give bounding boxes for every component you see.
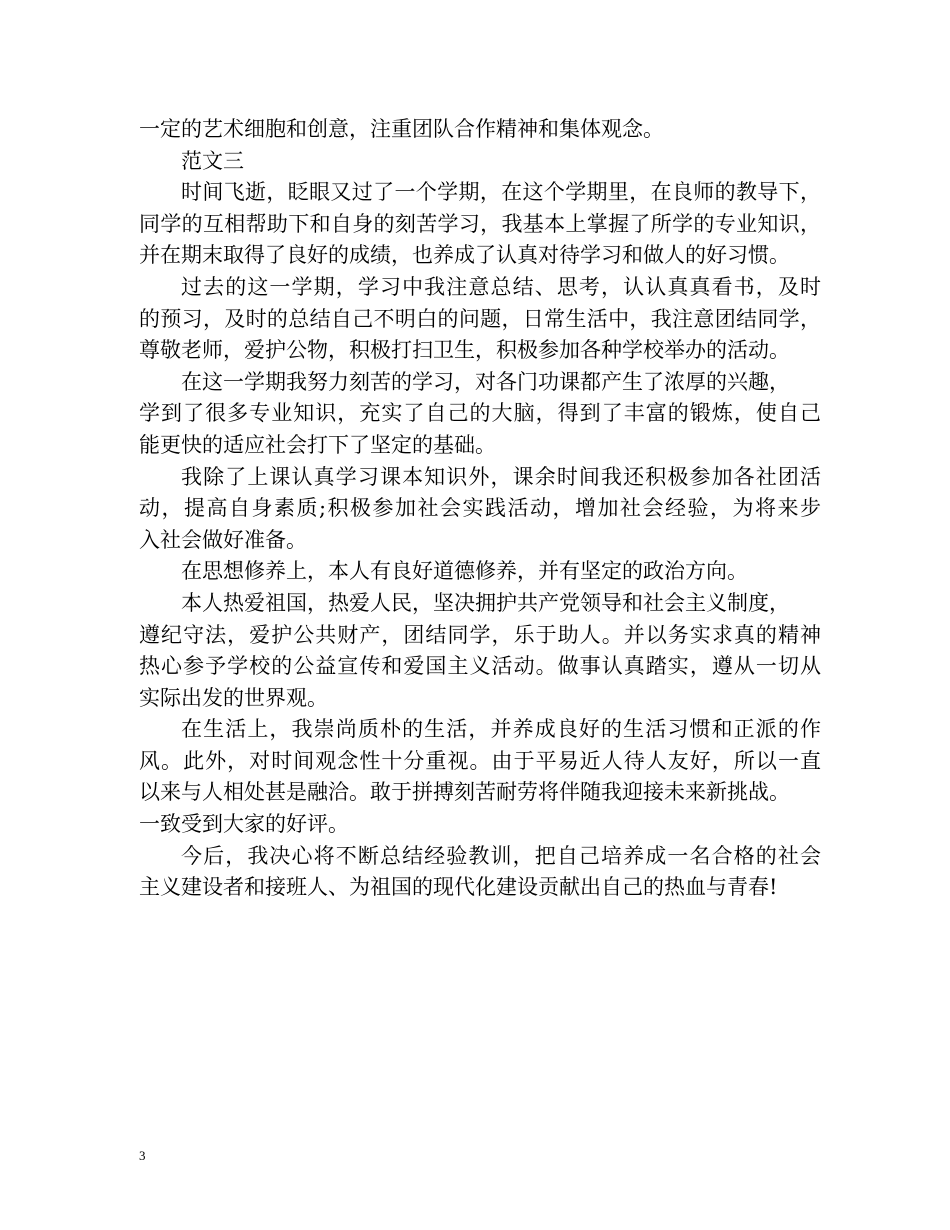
text-line: 在生活上，我崇尚质朴的生活，并养成良好的生活习惯和正派的作: [181, 717, 821, 742]
text-line: 本人热爱祖国，热爱人民，坚决拥护共产党领导和社会主义制度，: [181, 590, 790, 615]
text-line: 的预习，及时的总结自己不明白的问题，日常生活中，我注意团结同学，: [139, 306, 821, 331]
text-line: 一定的艺术细胞和创意，注重团队合作精神和集体观念。: [139, 117, 664, 141]
text-line: 以来与人相处甚是融洽。敢于拼搏刻苦耐劳将伴随我迎接未来新挑战。: [139, 780, 790, 805]
text-line: 在这一学期我努力刻苦的学习，对各门功课都产生了浓厚的兴趣，: [181, 369, 790, 394]
text-line: 同学的互相帮助下和自身的刻苦学习，我基本上掌握了所学的专业知识，: [139, 211, 821, 236]
text-line: 一致受到大家的好评。: [139, 812, 349, 837]
body-text: [139, 114, 821, 904]
text-line: 并在期末取得了良好的成绩，也养成了认真对待学习和做人的好习惯。: [139, 243, 790, 268]
text-line: 今后，我决心将不断总结经验教训，把自己培养成一名合格的社会: [181, 843, 821, 868]
text-line: 入社会做好准备。: [139, 527, 307, 552]
text-line: 主义建设者和接班人、为祖国的现代化建设贡献出自己的热血与青春!: [139, 875, 778, 900]
text-line: 时间飞逝，眨眼又过了一个学期，在这个学期里，在良师的教导下，: [181, 180, 821, 205]
text-line: 过去的这一学期，学习中我注意总结、思考，认认真真看书，及时: [181, 274, 821, 299]
text-line: 在思想修养上，本人有良好道德修养，并有坚定的政治方向。: [181, 559, 748, 584]
text-line: 尊敬老师，爱护公物，积极打扫卫生，积极参加各种学校举办的活动。: [139, 338, 790, 363]
text-line: 我除了上课认真学习课本知识外，课余时间我还积极参加各社团活: [181, 464, 821, 489]
text-line: 学到了很多专业知识，充实了自己的大脑，得到了丰富的锻炼，使自己: [139, 401, 821, 426]
section-heading: 范文三: [181, 148, 244, 173]
text-line: 遵纪守法，爱护公共财产，团结同学，乐于助人。并以务实求真的精神: [139, 622, 821, 647]
text-line: 热心参予学校的公益宣传和爱国主义活动。做事认真踏实，遵从一切从: [139, 654, 821, 679]
text-line: 实际出发的世界观。: [139, 685, 328, 710]
page-number: 3: [139, 1148, 146, 1163]
text-line: 能更快的适应社会打下了坚定的基础。: [139, 432, 496, 457]
text-line: 风。此外，对时间观念性十分重视。由于平易近人待人友好，所以一直: [139, 748, 821, 773]
text-line: 动，提高自身素质;积极参加社会实践活动，增加社会经验，为将来步: [139, 496, 821, 521]
